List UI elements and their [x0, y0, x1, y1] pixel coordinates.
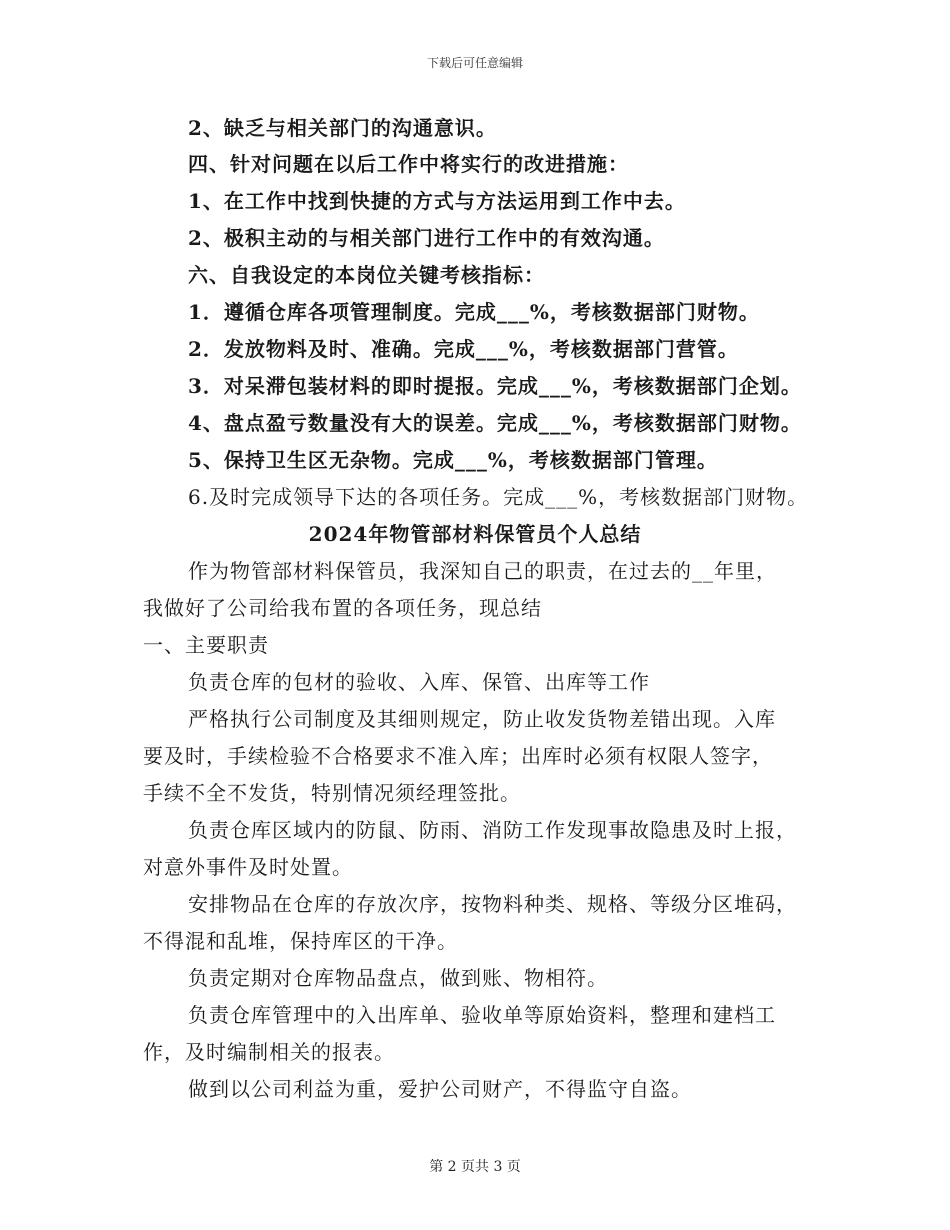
paragraph-line: 安排物品在仓库的存放次序，按物料种类、规格、等级分区堆码， — [188, 892, 797, 916]
paragraph-line: 负责仓库的包材的验收、入库、保管、出库等工作 — [188, 670, 650, 694]
paragraph-line: 做到以公司利益为重，爱护公司财产，不得监守自盗。 — [188, 1077, 692, 1101]
section-heading: 六、自我设定的本岗位关键考核指标： — [188, 263, 545, 287]
page-header: 下载后可任意编辑 — [426, 56, 523, 70]
section-heading: 四、针对问题在以后工作中将实行的改进措施： — [188, 152, 629, 176]
text-line: 1、在工作中找到快捷的方式与方法运用到工作中去。 — [188, 189, 686, 213]
page-footer: 第 2 页共 3 页 — [429, 1159, 521, 1175]
kpi-item: 5、保持卫生区无杂物。完成___%，考核数据部门管理。 — [188, 448, 718, 472]
paragraph-line: 作，及时编制相关的报表。 — [143, 1040, 395, 1064]
paragraph-line: 不得混和乱堆，保持库区的干净。 — [143, 929, 458, 953]
paragraph-line: 负责仓库区域内的防鼠、防雨、消防工作发现事故隐患及时上报， — [188, 818, 797, 842]
paragraph-line: 我做好了公司给我布置的各项任务，现总结 — [143, 596, 542, 620]
paragraph-line: 作为物管部材料保管员，我深知自己的职责，在过去的__年里， — [188, 559, 777, 583]
paragraph-line: 负责仓库管理中的入出库单、验收单等原始资料，整理和建档工 — [188, 1003, 776, 1027]
paragraph-line: 负责定期对仓库物品盘点，做到账、物相符。 — [188, 966, 608, 990]
paragraph-line: 严格执行公司制度及其细则规定，防止收发货物差错出现。入库 — [188, 707, 776, 731]
paragraph-line: 对意外事件及时处置。 — [143, 855, 353, 879]
kpi-item: 2．发放物料及时、准确。完成___%，考核数据部门营管。 — [188, 337, 739, 361]
section-heading: 一、主要职责 — [143, 633, 269, 657]
paragraph-line: 手续不全不发货，特别情况须经理签批。 — [143, 781, 521, 805]
kpi-item: 3．对呆滞包装材料的即时提报。完成___%，考核数据部门企划。 — [188, 374, 802, 398]
kpi-item: 6.及时完成领导下达的各项任务。完成___%，考核数据部门财物。 — [188, 485, 809, 509]
text-line: 2、缺乏与相关部门的沟通意识。 — [188, 116, 497, 140]
text-line: 2、极积主动的与相关部门进行工作中的有效沟通。 — [188, 226, 665, 250]
paragraph-line: 要及时，手续检验不合格要求不准入库；出库时必须有权限人签字， — [143, 744, 773, 768]
kpi-item: 1．遵循仓库各项管理制度。完成___%，考核数据部门财物。 — [188, 300, 760, 324]
document-title: 2024年物管部材料保管员个人总结 — [308, 522, 642, 546]
kpi-item: 4、盘点盈亏数量没有大的误差。完成___%，考核数据部门财物。 — [188, 411, 802, 435]
